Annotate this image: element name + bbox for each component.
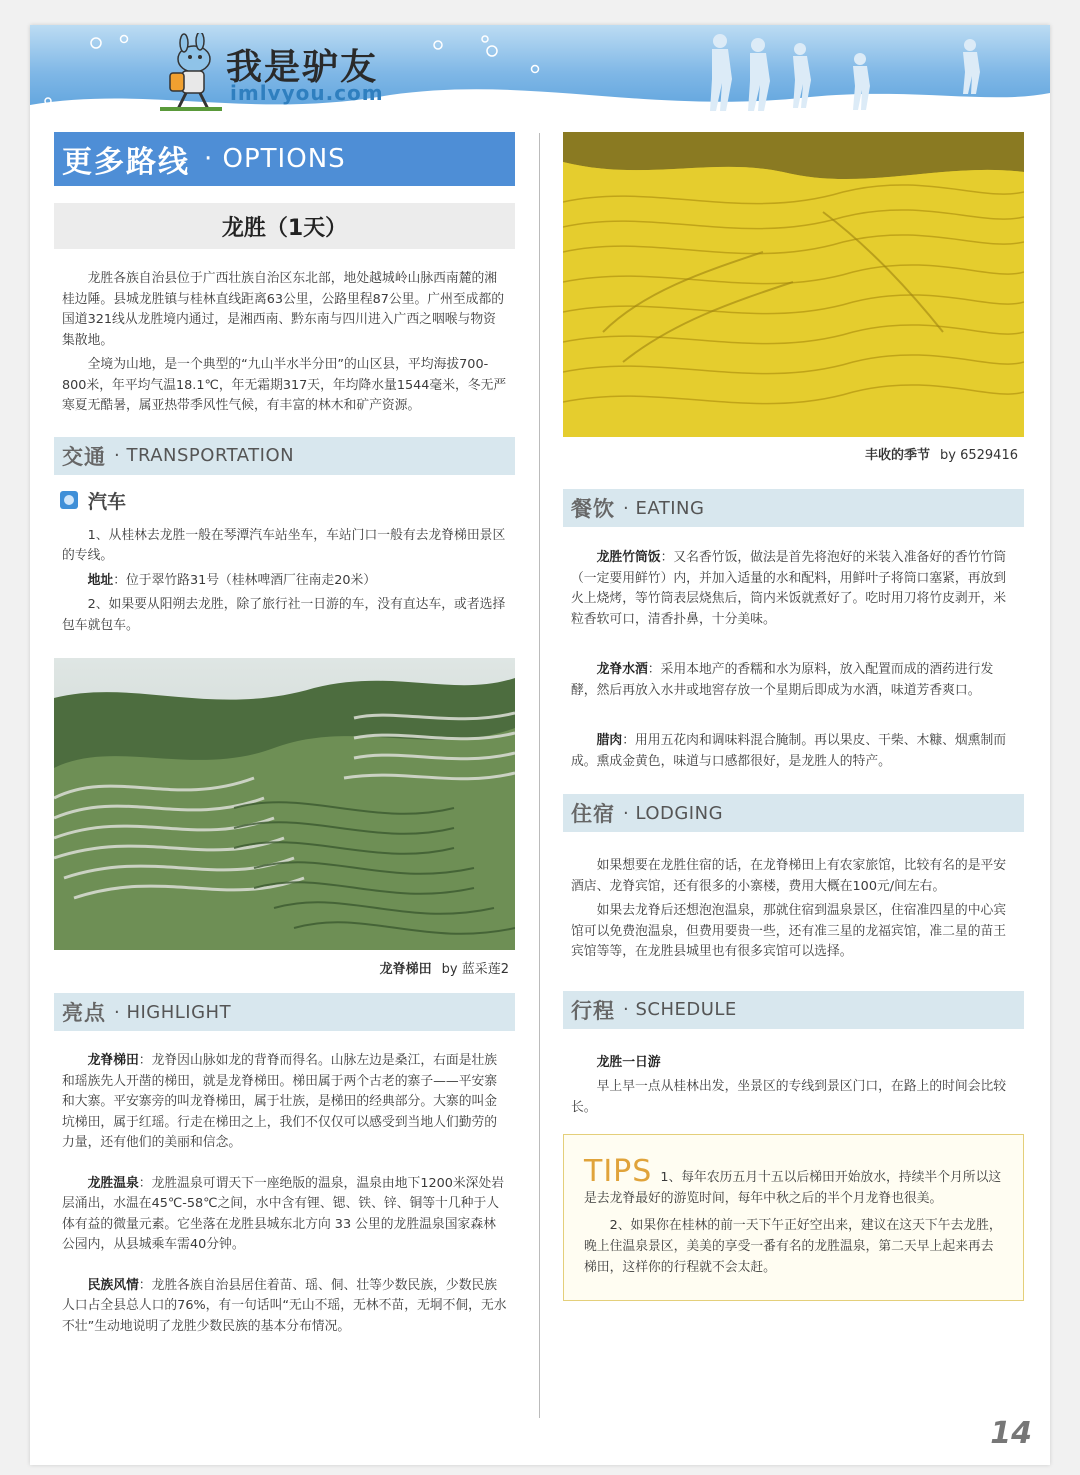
- tips-paragraph-1: [584, 1154, 1003, 1209]
- section-title-cn: 住宿: [571, 802, 615, 826]
- logo-url: imlvyou.com: [230, 81, 384, 105]
- section-transportation: [54, 437, 515, 475]
- column-divider: [539, 133, 540, 1418]
- section-title-en: · TRANSPORTATION: [114, 445, 295, 466]
- tips-box: [563, 1134, 1024, 1301]
- address-text: ：位于翠竹路31号（桂林啤酒厂往南走20米）: [113, 572, 377, 588]
- terrace-photo-image: [54, 658, 515, 950]
- left-column: [54, 132, 515, 1337]
- food-item: [563, 731, 1024, 772]
- donkey-mascot-icon: [156, 33, 226, 113]
- harvest-photo-caption: [563, 444, 1024, 463]
- highlight-item: [54, 1276, 515, 1338]
- section-eating: [563, 489, 1024, 527]
- food-text: ：用用五花肉和调味料混合腌制。再以果皮、干柴、木糠、烟熏制而成。熏成金黄色，味道与口感都很好，是龙胜人的特产。: [571, 733, 1007, 769]
- terrace-photo: [54, 658, 515, 950]
- page-number: 14: [990, 1416, 1032, 1451]
- caption-title: 龙脊梯田: [379, 962, 432, 977]
- section-schedule: [563, 991, 1024, 1029]
- tips-paragraph-2: 2、如果你在桂林的前一天下午正好空出来，建议在这天下午去龙胜，晚上住温泉景区，美美的享受一番有名的龙胜温泉，第二天早上起来再去梯田，这样你的行程就不会太赶。: [584, 1218, 1002, 1275]
- lodging-paragraph-1: 如果想要在龙胜住宿的话，在龙脊梯田上有农家旅馆，比较有名的是平安酒店、龙脊宾馆，还有很多的小寨楼，费用大概在100元/间左右。: [571, 858, 1007, 894]
- route-title: 龙胜（1天）: [54, 203, 515, 249]
- food-text: ：采用本地产的香糯和水为原料，放入配置而成的酒药进行发酵，然后再放入水井或地窖存放一个星期后即成为水酒，味道芳香爽口。: [571, 662, 994, 698]
- magazine-page: [30, 25, 1050, 1465]
- terrace-photo-caption: [54, 958, 515, 977]
- bullet-icon: [60, 491, 78, 509]
- section-title-en: · SCHEDULE: [623, 999, 737, 1020]
- highlight-text: ：龙脊因山脉如龙的背脊而得名。山脉左边是桑江，右面是壮族和瑶族先人开凿的梯田，就是龙脊梯田。梯田属于两个古老的寨子——平安寨和大寨。平安寨旁的叫龙脊梯田，属于壮族，是梯田的经典部分。大寨的叫金坑梯田，属于红瑶。行走在梯田之上，我们不仅仅可以感受到当地人们勤劳的力量，还有他们的美丽和信念。: [62, 1053, 498, 1150]
- highlight-label: 龙胜温泉: [87, 1175, 139, 1191]
- food-label: 龙胜竹筒饭: [596, 550, 661, 565]
- schedule-title: [563, 1053, 1024, 1074]
- logo-title: 我是驴友: [226, 47, 379, 88]
- caption-author: by 蓝采莲2: [441, 962, 509, 977]
- section-title-cn: 餐饮: [571, 497, 615, 521]
- food-text: ：又名香竹饭，做法是首先将泡好的米装入准备好的香竹竹筒（一定要用鲜竹）内，并加入适量的水和配料，用鲜叶子将筒口塞紧，再放到火上烧烤，等竹筒表层烧焦后，筒内米饭就煮好了。吃时用刀将竹皮剥开，米粒香软可口，清香扑鼻，十分美味。: [571, 550, 1007, 627]
- header-banner: [30, 25, 1050, 113]
- highlight-label: 龙脊梯田: [87, 1053, 139, 1068]
- section-title-en: · EATING: [623, 497, 705, 519]
- highlight-item: [54, 1174, 515, 1256]
- section-title-cn: 行程: [571, 998, 615, 1023]
- intro-paragraph-2: 全境为山地，是一个典型的“九山半水半分田”的山区县，平均海拔700-800米，年平均气温18.1℃，年无霜期317天，年均降水量1544毫米，冬无严寒夏无酷暑，属亚热带季风性气候，有丰富的林木和矿产资源。: [62, 357, 507, 413]
- section-title-en: · LODGING: [623, 802, 724, 824]
- section-title-cn: 交通: [62, 444, 106, 469]
- schedule-text: 早上早一点从桂林出发，坐景区的专线到景区门口，在路上的时间会比较长。: [571, 1079, 1007, 1115]
- address-label: 地址: [87, 572, 114, 588]
- harvest-photo-image: [563, 132, 1024, 437]
- car-paragraph-1: 1、从桂林去龙胜一般在琴潭汽车站坐车，车站门口一般有去龙脊梯田景区的专线。: [62, 527, 506, 563]
- options-header: [54, 132, 515, 186]
- highlight-text: ：龙胜温泉可谓天下一座绝版的温泉，温泉由地下1200米深处岩层涌出，水温在45℃-58℃之间，水中含有锂、锶、铁、锌、铜等十几种于人体有益的微量元素。它坐落在龙胜县城东北方向 33 公里的龙胜温泉国家森林公园内，从县城乘车需40分钟。: [62, 1175, 505, 1252]
- highlight-text: ：龙胜各族自治县居住着苗、瑶、侗、壮等少数民族，少数民族人口占全县总人口的76%，有一句话叫“无山不瑶，无林不苗，无垌不侗，无水不壮”生动地说明了龙胜少数民族的基本分布情况。: [62, 1277, 507, 1334]
- lodging-paragraph-2: 如果去龙脊后还想泡泡温泉，那就住宿到温泉景区，住宿准四星的中心宾馆可以免费泡温泉，但费用要贵一些，还有准三星的龙福宾馆，准二星的苗王宾馆等等，在龙胜县城里也有很多宾馆可以选择。: [571, 903, 1007, 959]
- food-label: 龙脊水酒: [596, 662, 648, 677]
- tips-label: TIPS: [584, 1154, 653, 1189]
- intro-paragraph-1: 龙胜各族自治县位于广西壮族自治区东北部，地处越城岭山脉西南麓的湘桂边陲。县城龙胜镇与桂林直线距离63公里，公路里程87公里。广州至成都的国道321线从龙胜境内通过，是湘西南、黔东南与四川进入广西之咽喉与物资集散地。: [62, 271, 505, 348]
- food-item: [563, 548, 1024, 630]
- section-title-en: · HIGHLIGHT: [114, 1001, 232, 1023]
- hikers-silhouette-icon: [700, 29, 1030, 113]
- schedule-label: 龙胜一日游: [596, 1054, 661, 1070]
- right-column: [563, 132, 1024, 1301]
- caption-title: 丰收的季节: [865, 448, 931, 463]
- tips-text-1: 1、每年农历五月十五以后梯田开始放水，持续半个月所以这是去龙脊最好的游览时间，每年中秋之后的半个月龙脊也很美。: [584, 1170, 1002, 1206]
- car-title: 汽车: [88, 490, 127, 513]
- caption-author: by 6529416: [940, 448, 1018, 463]
- options-title-en: · OPTIONS: [204, 144, 346, 174]
- food-item: [563, 660, 1024, 701]
- highlight-label: 民族风情: [87, 1277, 139, 1293]
- options-title-cn: 更多路线: [62, 145, 190, 180]
- car-address: [54, 571, 515, 592]
- car-paragraph-2: 2、如果要从阳朔去龙胜，除了旅行社一日游的车，没有直达车，或者选择包车就包车。: [62, 597, 506, 633]
- section-title-cn: 亮点: [62, 1001, 106, 1025]
- car-subheading: [54, 487, 515, 514]
- food-label: 腊肉: [596, 733, 623, 748]
- section-highlight: [54, 993, 515, 1031]
- section-lodging: [563, 794, 1024, 832]
- highlight-item: [54, 1051, 515, 1154]
- harvest-photo: [563, 132, 1024, 437]
